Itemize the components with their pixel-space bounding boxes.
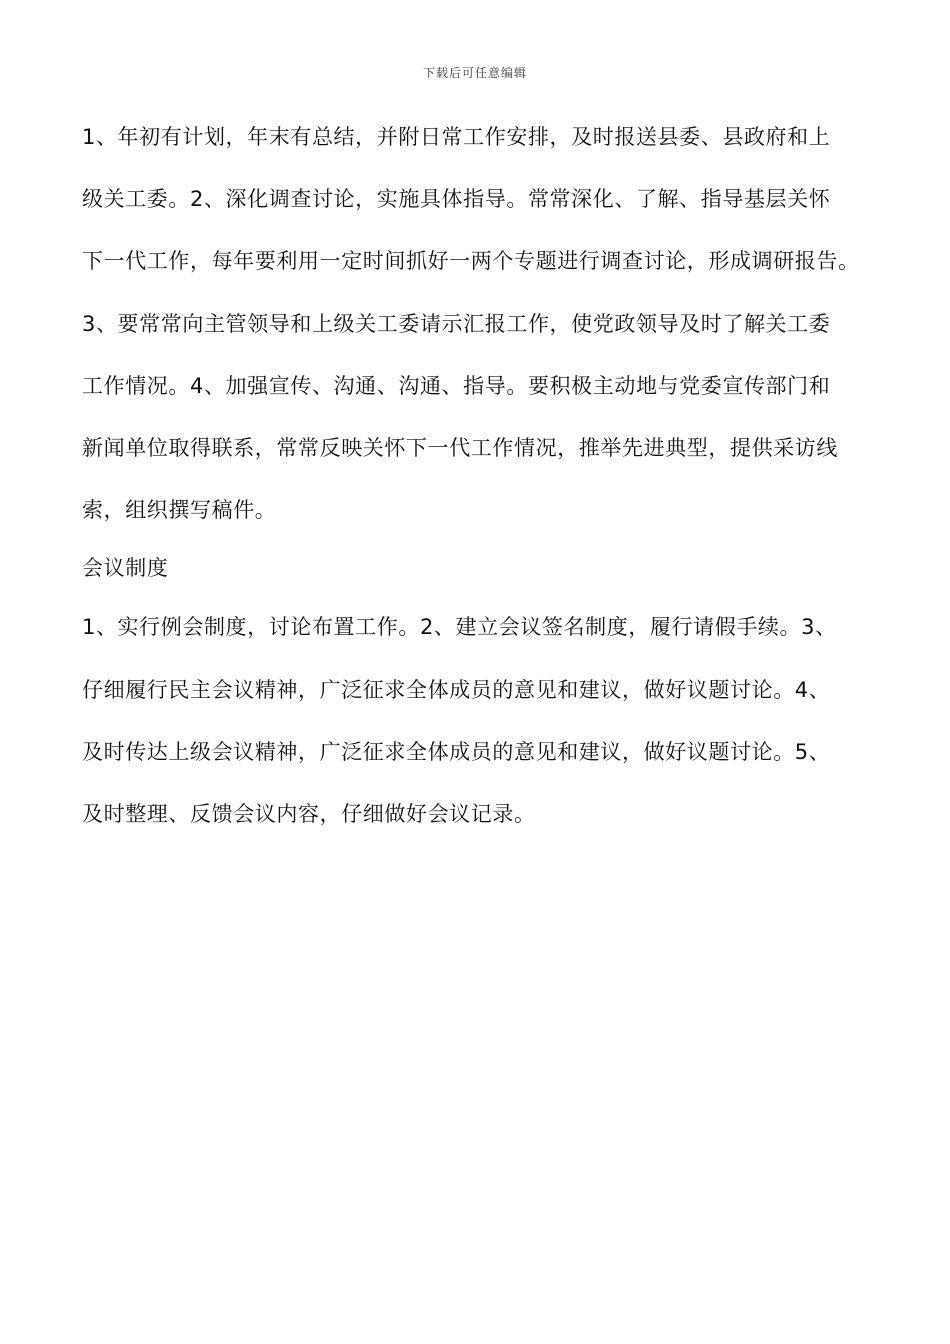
paragraph-line: 级关工委。2、深化调查讨论，实施具体指导。常常深化、了解、指导基层关怀 (82, 187, 831, 211)
paragraph-line: 索，组织撰写稿件。 (82, 498, 277, 522)
paragraph-line: 工作情况。4、加强宣传、沟通、沟通、指导。要积极主动地与党委宣传部门和 (82, 374, 831, 398)
page-header: 下载后可任意编辑 (422, 66, 527, 80)
paragraph-line: 1、年初有计划，年末有总结，并附日常工作安排，及时报送县委、县政府和上 (82, 125, 831, 149)
paragraph-line: 1、实行例会制度，讨论布置工作。2、建立会议签名制度，履行请假手续。3、 (82, 615, 837, 639)
paragraph-line: 及时整理、反馈会议内容，仔细做好会议记录。 (82, 802, 536, 826)
paragraph-line: 新闻单位取得联系，常常反映关怀下一代工作情况，推举先进典型，提供采访线 (82, 436, 838, 460)
paragraph-line: 及时传达上级会议精神，广泛征求全体成员的意见和建议，做好议题讨论。5、 (82, 740, 831, 764)
paragraph-line: 下一代工作，每年要利用一定时间抓好一两个专题进行调查讨论，形成调研报告。 (82, 249, 860, 273)
paragraph-line: 仔细履行民主会议精神，广泛征求全体成员的意见和建议，做好议题讨论。4、 (82, 678, 831, 702)
paragraph-line: 3、要常常向主管领导和上级关工委请示汇报工作，使党政领导及时了解关工委 (82, 312, 831, 336)
section-heading: 会议制度 (82, 556, 169, 580)
